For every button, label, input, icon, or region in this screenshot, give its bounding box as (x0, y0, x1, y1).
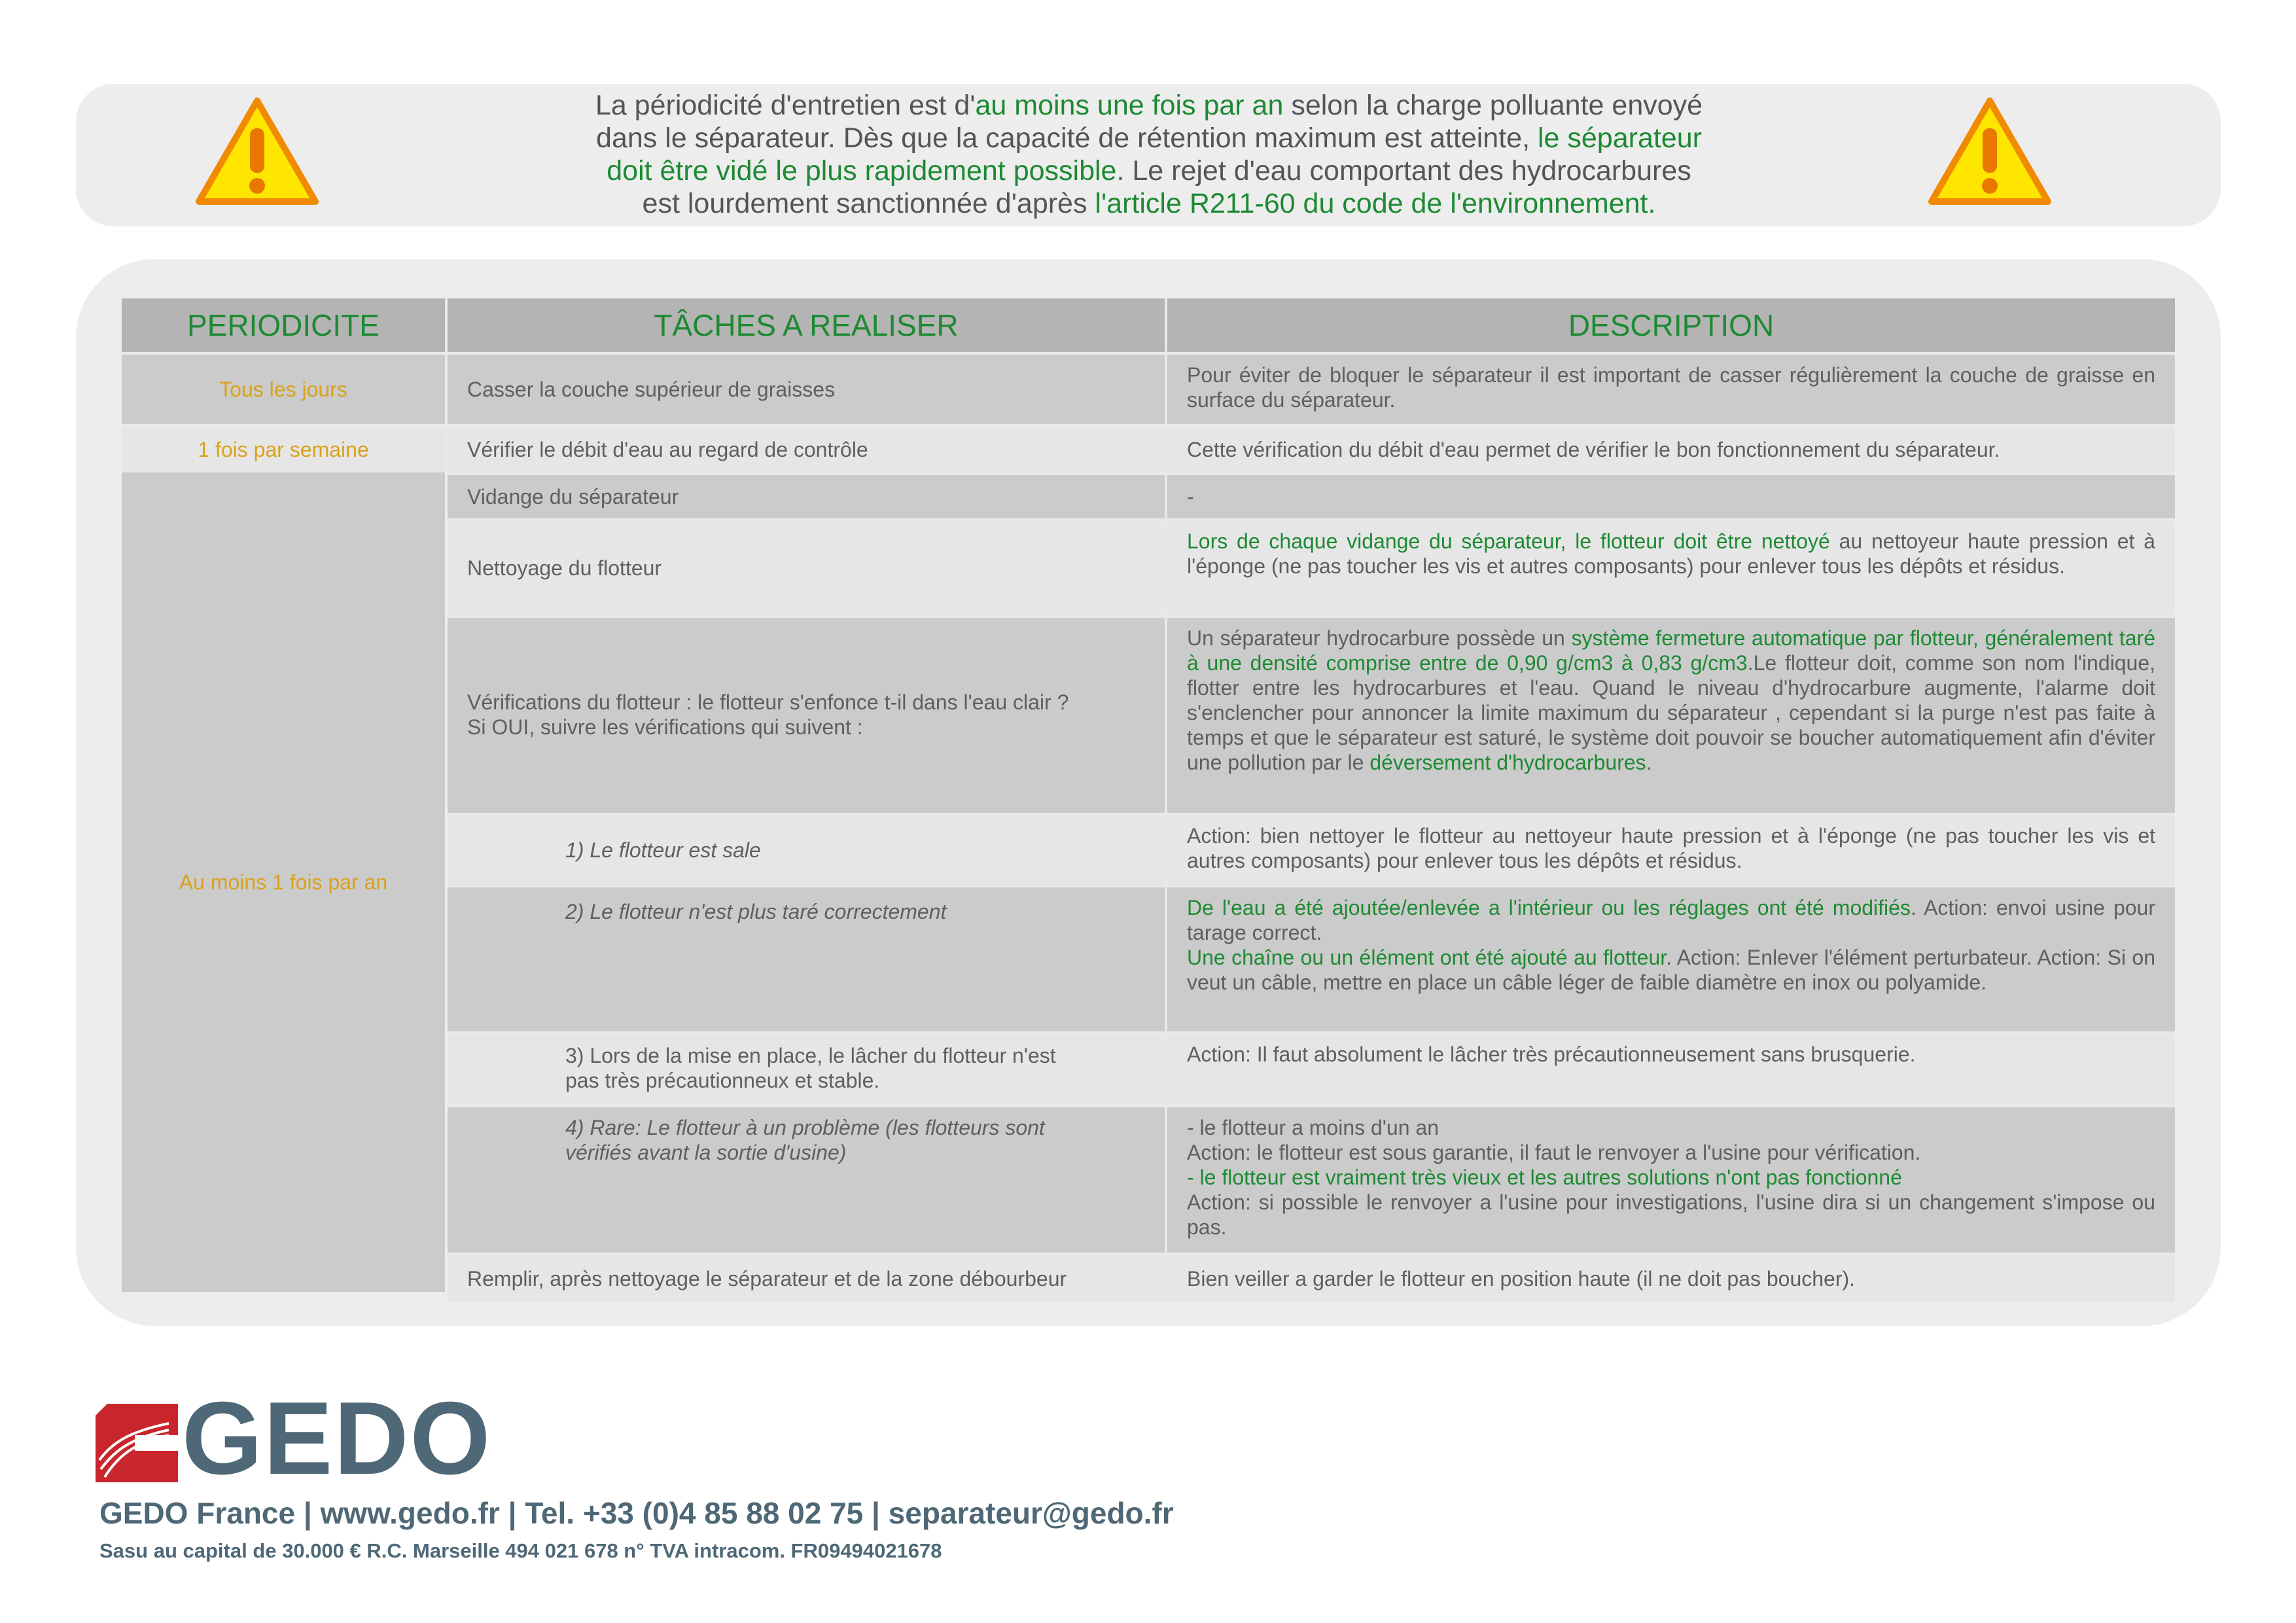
table-row (448, 518, 2175, 615)
table-row (448, 1031, 2175, 1105)
table-row (448, 885, 2175, 1031)
description-cell: De l'eau a été ajoutée/enlevée a l'intérieur ou les réglages ont été modifiés. Action: envoi usine pour tarage correct. Une chaîne ou un élément ont été ajouté au flotteur. Action: Enlever l'élément perturbateur. Action: Si on veut un câble, mettre en place un câble léger de faible diamètre en inox ou polyamide. (1167, 887, 2175, 1031)
task-cell: 2) Le flotteur n'est plus taré correctement (448, 887, 1167, 1031)
task-cell: 4) Rare: Le flotteur à un problème (les flotteurs sont vérifiés avant la sortie d'usine) (448, 1107, 1167, 1253)
legal-line: Sasu au capital de 30.000 € R.C. Marseille 494 021 678 n° TVA intracom. FR09494021678 (99, 1539, 942, 1562)
description-cell: Action: Il faut absolument le lâcher très précautionneusement sans brusquerie. (1167, 1034, 2175, 1105)
description-cell: - le flotteur a moins d'un an Action: le flotteur est sous garantie, il faut le renvoyer a l'usine pour vérification. - le flotteur est vraiment très vieux et les autres solutions n'ont pas fonctionné Action: si possible le renvoyer a l'usine pour investigations, l'usine dira si un changement s'impose ou pas. (1167, 1107, 2175, 1253)
table-row (448, 813, 2175, 885)
task-cell: Vérifier le débit d'eau au regard de contrôle (448, 427, 1167, 473)
gedo-logo-mark (96, 1404, 178, 1482)
header-periodicite: PERIODICITE (122, 298, 448, 352)
maintenance-table (122, 298, 2175, 473)
description-cell: Lors de chaque vidange du séparateur, le flotteur doit être nettoyé au nettoyeur haute pression et à l'éponge (ne pas toucher les vis et autres composants) pour enlever tous les dépôts et résidus. (1167, 521, 2175, 615)
period-cell-annual: Au moins 1 fois par an (122, 473, 445, 1292)
period-cell: Tous les jours (122, 355, 448, 424)
warning-icon (195, 96, 319, 207)
gedo-logo-text: GEDO (182, 1381, 492, 1496)
description-cell: Cette vérification du débit d'eau permet de vérifier le bon fonctionnement du séparateur. (1167, 427, 2175, 473)
task-cell: 3) Lors de la mise en place, le lâcher du flotteur n'est pas très précautionneux et stable. (448, 1034, 1167, 1105)
table-row (448, 1253, 2175, 1302)
period-cell: 1 fois par semaine (122, 427, 448, 473)
warning-text: La périodicité d'entretien est d'au moins une fois par an selon la charge polluante envoyé dans le séparateur. Dès que la capacité de rétention maximum est atteinte, le séparateur doit être vidé le plus rapidement possible. Le rejet d'eau comportant des hydrocarbures est lourdement sanctionnée d'après l'article R211-60 du code de l'environnement. (595, 90, 1703, 219)
task-cell: 1) Le flotteur est sale (448, 815, 1167, 885)
annual-rows (448, 473, 2175, 1302)
task-cell: Casser la couche supérieur de graisses (448, 355, 1167, 424)
warning-icon (1928, 96, 2052, 207)
task-cell: Remplir, après nettoyage le séparateur et de la zone débourbeur (448, 1255, 1167, 1302)
contact-line: GEDO France | www.gedo.fr | Tel. +33 (0)4 85 88 02 75 | separateur@gedo.fr (99, 1496, 1174, 1530)
description-cell: Action: bien nettoyer le flotteur au nettoyeur haute pression et à l'éponge (ne pas toucher les vis et autres composants) pour enlever tous les dépôts et résidus. (1167, 815, 2175, 885)
table-row (122, 424, 2175, 473)
warning-banner (76, 84, 2221, 226)
task-cell: Vérifications du flotteur : le flotteur s'enfonce t-il dans l'eau clair ? Si OUI, suivre les vérifications qui suivent : (448, 618, 1167, 813)
table-row (122, 352, 2175, 424)
table-row (448, 473, 2175, 518)
task-cell: Nettoyage du flotteur (448, 521, 1167, 615)
table-row (448, 615, 2175, 813)
header-taches: TÂCHES A REALISER (448, 298, 1167, 352)
table-row (448, 1105, 2175, 1253)
header-description: DESCRIPTION (1167, 298, 2175, 352)
description-cell: - (1167, 475, 2175, 518)
task-cell: Vidange du séparateur (448, 475, 1167, 518)
table-header (122, 298, 2175, 352)
description-cell: Bien veiller a garder le flotteur en position haute (il ne doit pas boucher). (1167, 1255, 2175, 1302)
description-cell: Pour éviter de bloquer le séparateur il est important de casser régulièrement la couche de graisse en surface du séparateur. (1167, 355, 2175, 424)
description-cell: Un séparateur hydrocarbure possède un système fermeture automatique par flotteur, généralement taré à une densité comprise entre de 0,90 g/cm3 à 0,83 g/cm3.Le flotteur doit, comme son nom l'indique, flotter entre les hydrocarbures et l'eau. Quand le niveau d'hydrocarbure augmente, l'alarme doit s'enclencher pour annoncer la limite maximum du séparateur , cependant si la purge n'est pas faite à temps et que le séparateur est saturé, le système doit pouvoir se boucher automatiquement afin d'éviter une pollution par le déversement d'hydrocarbures. (1167, 618, 2175, 813)
